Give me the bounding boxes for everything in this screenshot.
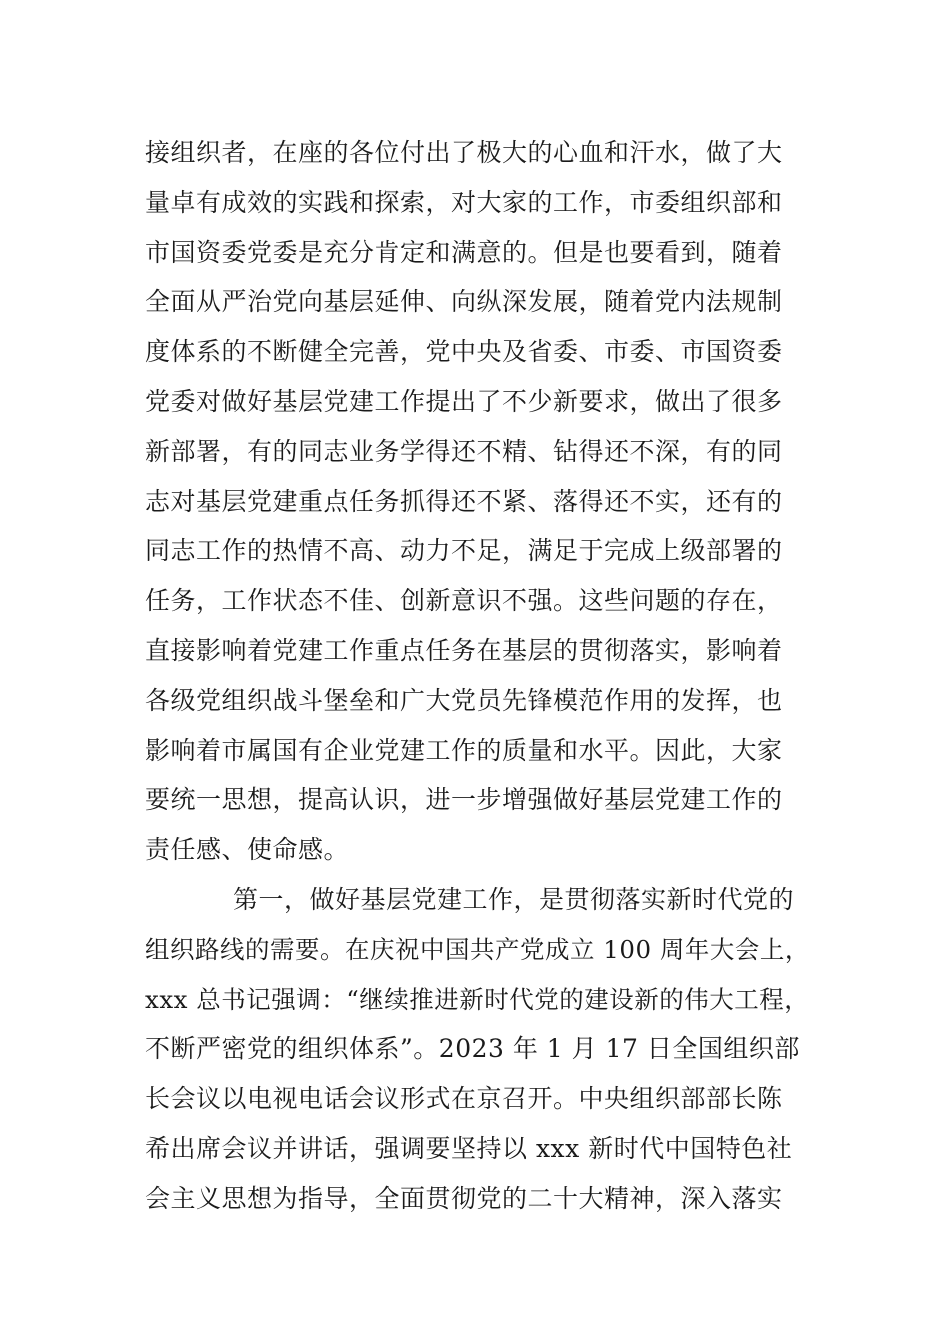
text-line: 直接影响着党建工作重点任务在基层的贯彻落实，影响着 [145,635,783,665]
text-line: 党委对做好基层党建工作提出了不少新要求，做出了很多 [145,386,783,416]
body-text [145,128,815,1224]
paragraph-first-line: 第一，做好基层党建工作，是贯彻落实新时代党的 [233,884,795,914]
text-line: 新部署，有的同志业务学得还不精、钻得还不深，有的同 [145,436,783,466]
text-line: 希出席会议并讲话，强调要坚持以 xxx 新时代中国特色社 [145,1133,793,1163]
text-line: 志对基层党建重点任务抓得还不紧、落得还不实，还有的 [145,486,783,516]
text-line: xxx 总书记强调：“继续推进新时代党的建设新的伟大工程， [145,984,810,1014]
text-line: 长会议以电视电话会议形式在京召开。中央组织部部长陈 [145,1084,783,1114]
text-line: 责任感、使命感。 [145,835,350,865]
text-line: 接组织者，在座的各位付出了极大的心血和汗水，做了大 [145,138,783,167]
text-line: 同志工作的热情不高、动力不足，满足于完成上级部署的 [145,536,783,566]
text-line: 量卓有成效的实践和探索，对大家的工作，市委组织部和 [145,187,783,217]
text-line: 各级党组织战斗堡垒和广大党员先锋模范作用的发挥，也 [145,685,783,715]
text-line: 不断严密党的组织体系”。2023 年 1 月 17 日全国组织部 [145,1034,800,1064]
text-line: 影响着市属国有企业党建工作的质量和水平。因此，大家 [145,735,783,765]
text-line: 任务，工作状态不佳、创新意识不强。这些问题的存在， [145,586,783,616]
text-line: 组织路线的需要。在庆祝中国共产党成立 100 周年大会上， [145,934,810,964]
text-line: 全面从严治党向基层延伸、向纵深发展，随着党内法规制 [145,287,783,317]
text-line: 度体系的不断健全完善，党中央及省委、市委、市国资委 [145,337,783,367]
text-line: 要统一思想，提高认识，进一步增强做好基层党建工作的 [145,785,783,815]
text-line: 会主义思想为指导，全面贯彻党的二十大精神，深入落实 [145,1183,783,1213]
text-line: 市国资委党委是充分肯定和满意的。但是也要看到，随着 [145,237,783,267]
